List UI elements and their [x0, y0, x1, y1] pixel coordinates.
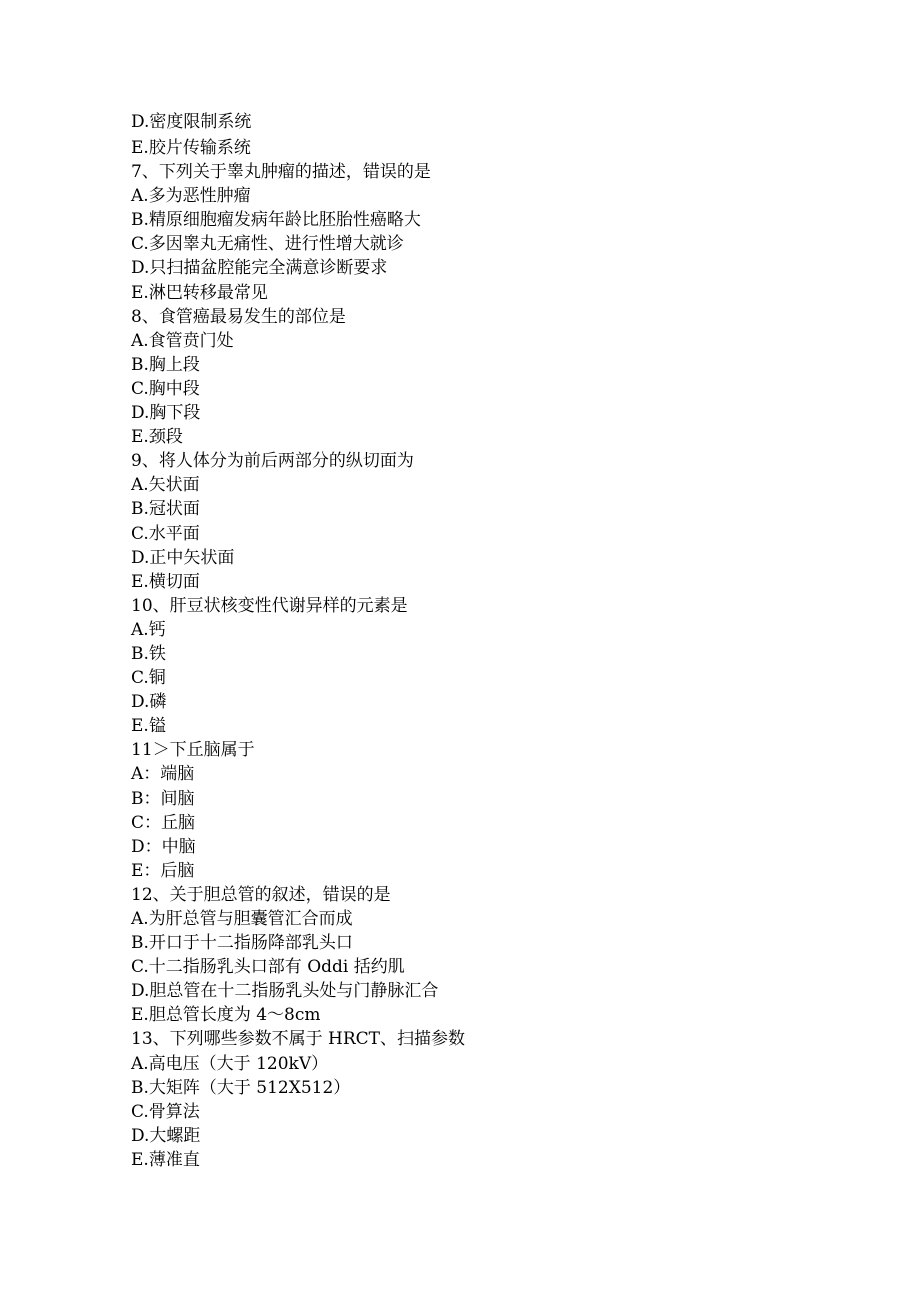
answer-option: D：中脑: [131, 836, 196, 857]
answer-option: D.正中矢状面: [131, 547, 235, 568]
text-line: E.胶片传输系统: [131, 138, 251, 158]
question-heading: 10、肝豆状核变性代谢异样的元素是: [131, 595, 408, 616]
answer-option: E.薄准直: [131, 1149, 200, 1170]
question-heading: 11＞下丘脑属于: [131, 740, 255, 761]
answer-option: C.水平面: [131, 523, 200, 544]
answer-option: A.钙: [131, 619, 166, 640]
answer-option: B：间脑: [131, 788, 195, 809]
answer-option: A.高电压（大于 120kV）: [131, 1053, 329, 1074]
answer-option: A.多为恶性肿瘤: [131, 186, 251, 207]
text-line: D.密度限制系统: [131, 112, 252, 132]
answer-option: B.大矩阵（大于 512X512）: [131, 1077, 351, 1098]
answer-option: C.骨算法: [131, 1101, 200, 1122]
answer-option: A.为肝总管与胆囊管汇合而成: [131, 909, 353, 929]
answer-option: C.胸中段: [131, 378, 200, 399]
answer-option: D.胸下段: [131, 403, 201, 424]
answer-option: D.胆总管在十二指肠乳头处与门静脉汇合: [131, 981, 439, 1002]
answer-option: E.横切面: [131, 571, 200, 592]
answer-option: E.颈段: [131, 427, 183, 448]
answer-option: E.镒: [131, 716, 166, 737]
answer-option: B.精原细胞瘤发病年龄比胚胎性癌略大: [131, 210, 421, 231]
question-heading: 8、食管癌最易发生的部位是: [131, 306, 346, 327]
answer-option: B.胸上段: [131, 354, 200, 375]
answer-option: E：后脑: [131, 860, 195, 881]
answer-option: D.只扫描盆腔能完全满意诊断要求: [131, 258, 388, 279]
answer-option: B.冠状面: [131, 499, 200, 520]
answer-option: A：端脑: [131, 764, 195, 785]
question-heading: 9、将人体分为前后两部分的纵切面为: [131, 451, 414, 472]
question-heading: 7、下列关于睾丸肿瘤的描述，错误的是: [131, 162, 431, 183]
answer-option: A.食管贲门处: [131, 330, 234, 351]
answer-option: D.大螺距: [131, 1125, 201, 1146]
answer-option: A.矢状面: [131, 475, 200, 496]
question-heading: 13、下列哪些参数不属于 HRCT、扫描参数: [131, 1029, 466, 1050]
answer-option: E.淋巴转移最常见: [131, 282, 268, 303]
document-page: [131, 108, 851, 1172]
answer-option: D.磷: [131, 692, 167, 713]
answer-option: B.铁: [131, 643, 166, 664]
answer-option: E.胆总管长度为 4～8cm: [131, 1005, 321, 1026]
answer-option: C.十二指肠乳头口部有 Oddi 括约肌: [131, 957, 405, 978]
answer-option: C.多因睾丸无痛性、进行性增大就诊: [131, 234, 404, 255]
answer-option: B.开口于十二指肠降部乳头口: [131, 933, 353, 954]
question-heading: 12、关于胆总管的叙述，错误的是: [131, 884, 391, 905]
answer-option: C：丘脑: [131, 812, 196, 833]
answer-option: C.铜: [131, 668, 166, 689]
